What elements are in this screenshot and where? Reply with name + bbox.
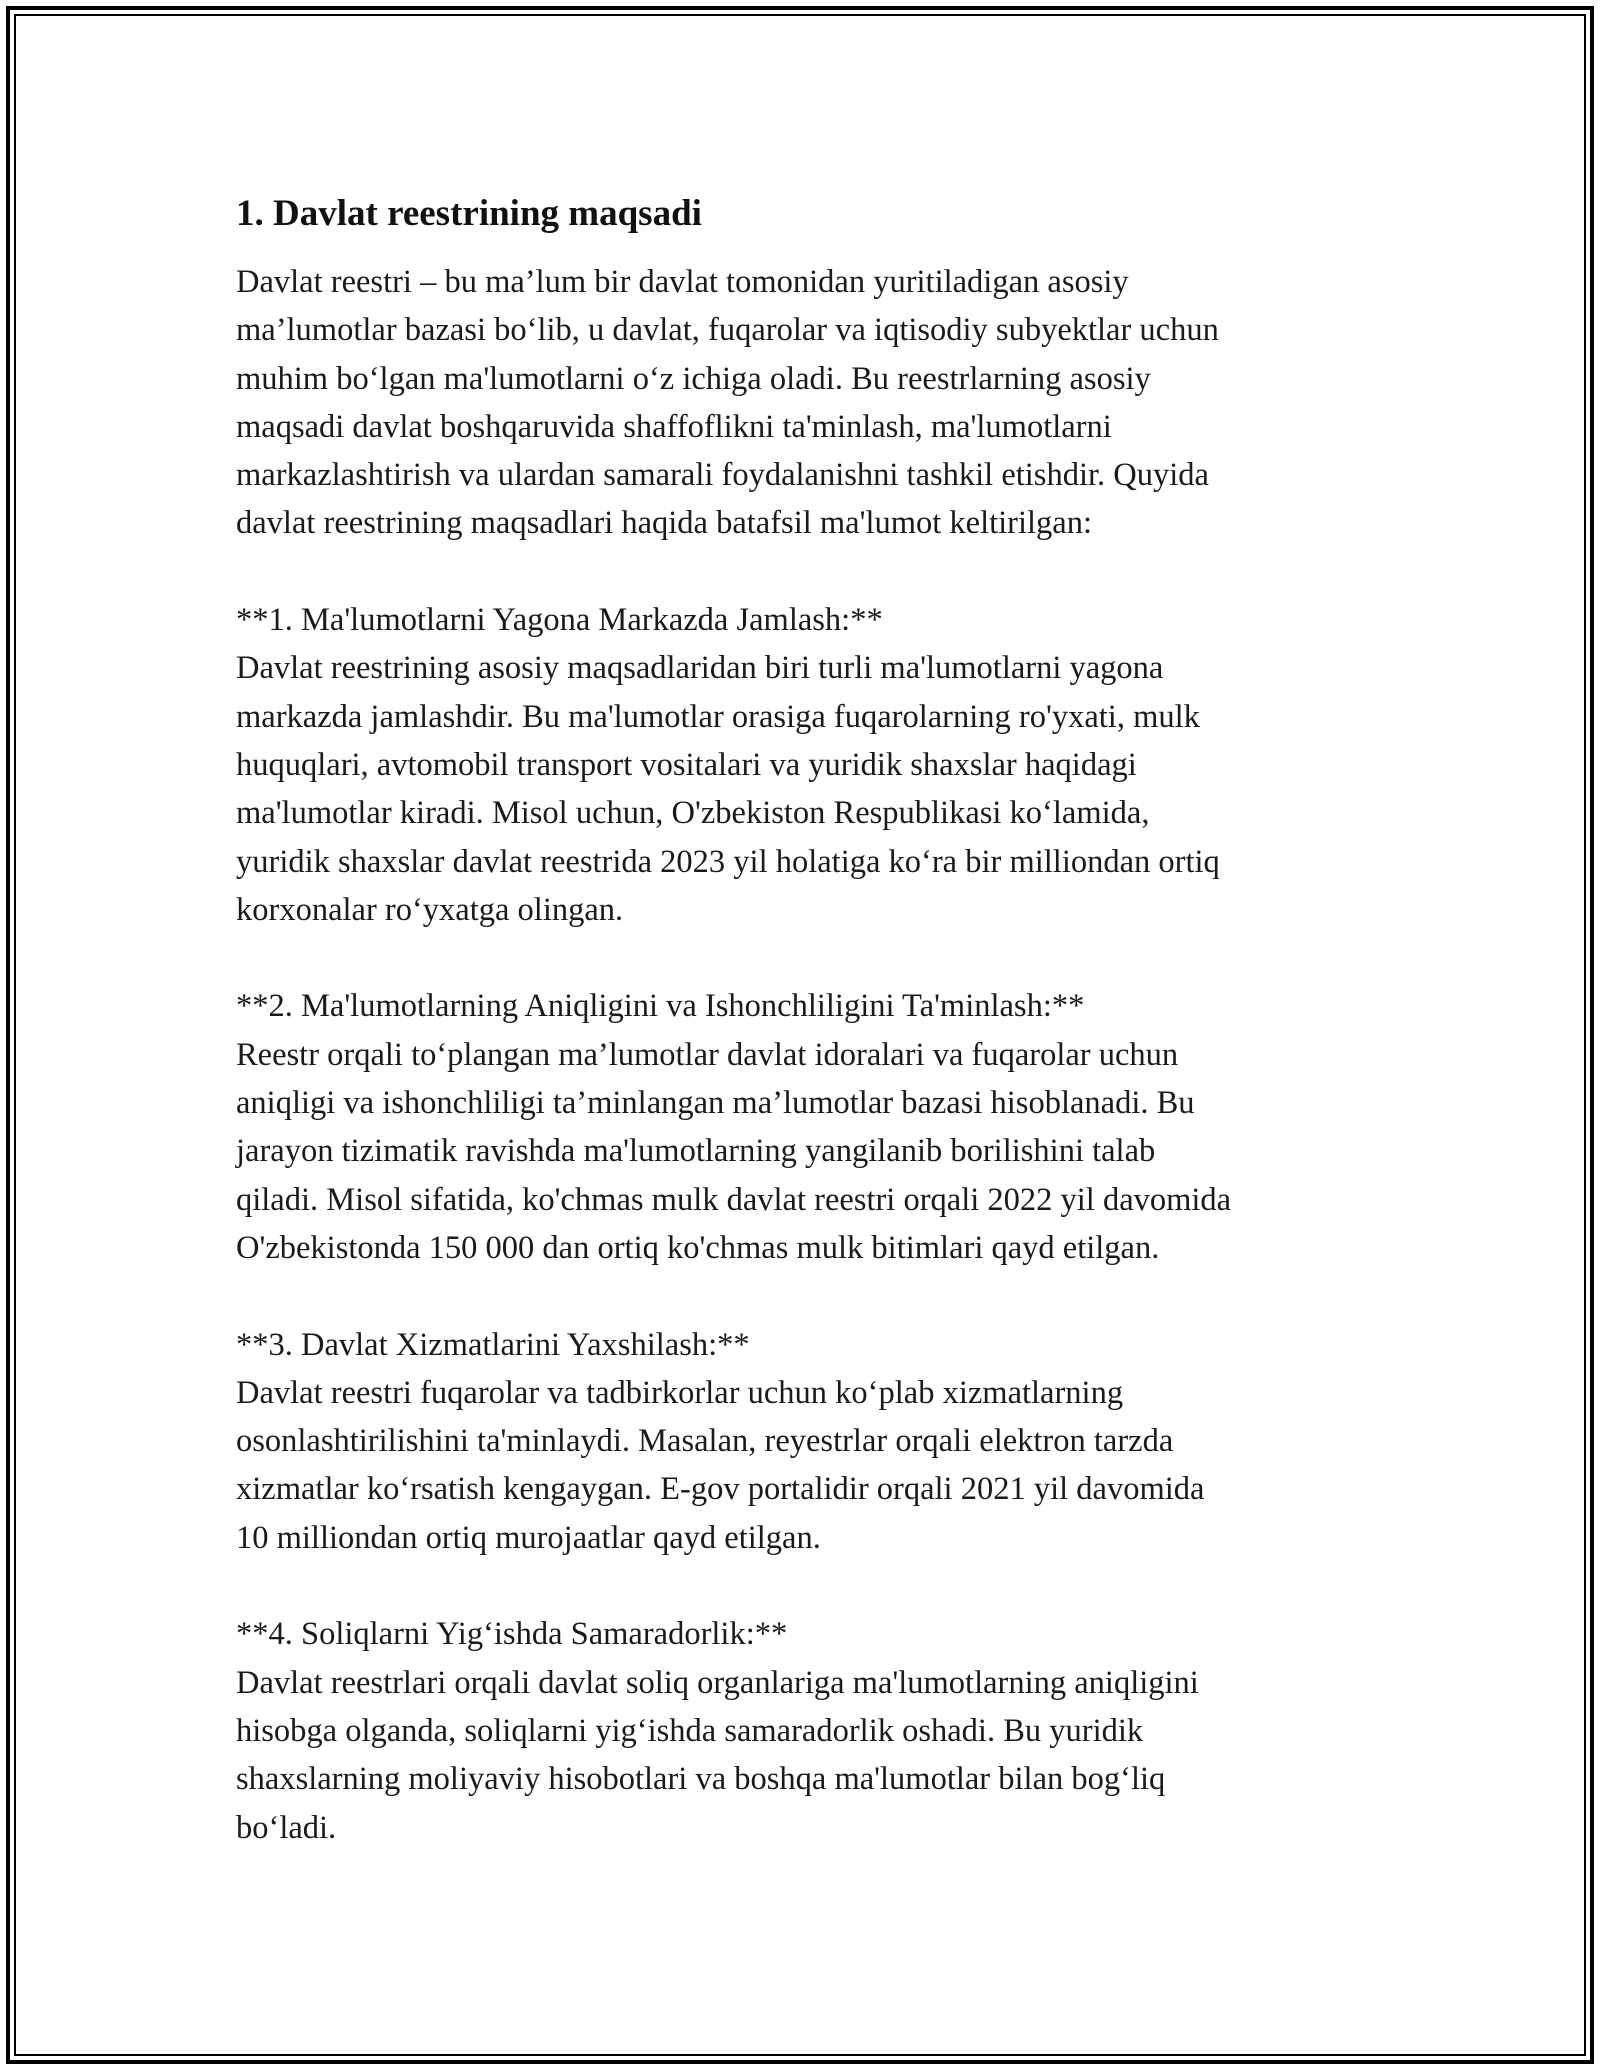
intro-paragraph: Davlat reestri – bu ma’lum bir davlat tomonidan yuritiladigan asosiy ma’lumotlar bazasi bo‘lib, u davlat, fuqarolar va iqtisodiy subyektlar uchun muhim bo‘lgan ma'lumotlarni o‘z ichiga oladi. Bu reestrlarning asosiy maqsadi davlat boshqaruvida shaffoflikni ta'minlash, ma'lumotlarni markazlashtirish va ulardan samarali foydalanishni tashkil etishdir. Quyida davlat reestrining maqsadlari haqida batafsil ma'lumot keltirilgan:	[236, 264, 1219, 542]
section-title: **4. Soliqlarni Yig‘ishda Samaradorlik:**	[236, 1616, 788, 1653]
section-title: **1. Ma'lumotlarni Yagona Markazda Jamlash:**	[236, 602, 883, 639]
section-2	[236, 982, 1366, 1272]
section-body: Davlat reestrlari orqali davlat soliq organlariga ma'lumotlarning aniqligini hisobga olganda, soliqlarni yig‘ishda samaradorlik oshadi. Bu yuridik shaxslarning moliyaviy hisobotlari va boshqa ma'lumotlar bilan bog‘liq bo‘ladi.	[236, 1664, 1199, 1846]
document-body	[236, 186, 1366, 1852]
section-body: Davlat reestri fuqarolar va tadbirkorlar uchun ko‘plab xizmatlarning osonlashtirilishini ta'minlaydi. Masalan, reyestrlar orqali elektron tarzda xizmatlar ko‘rsatish kengaygan. E-gov portalidir orqali 2021 yil davomida 10 milliondan ortiq murojaatlar qayd etilgan.	[236, 1374, 1205, 1556]
section-4	[236, 1610, 1366, 1851]
section-title: **3. Davlat Xizmatlarini Yaxshilash:**	[236, 1326, 750, 1363]
section-3	[236, 1321, 1366, 1562]
section-body: Reestr orqali to‘plangan ma’lumotlar davlat idoralari va fuqarolar uchun aniqligi va ishonchliligi ta’minlangan ma’lumotlar bazasi hisoblanadi. Bu jarayon tizimatik ravishda ma'lumotlarning yangilanib borilishini talab qiladi. Misol sifatida, ko'chmas mulk davlat reestri orqali 2022 yil davomida O'zbekistonda 150 000 dan ortiq ko'chmas mulk bitimlari qayd etilgan.	[236, 1036, 1232, 1266]
section-body: Davlat reestrining asosiy maqsadlaridan biri turli ma'lumotlarni yagona markazda jamlashdir. Bu ma'lumotlar orasiga fuqarolarning ro'yxati, mulk huquqlari, avtomobil transport vositalari va yuridik shaxslar haqidagi ma'lumotlar kiradi. Misol uchun, O'zbekiston Respublikasi ko‘lamida, yuridik shaxslar davlat reestrida 2023 yil holatiga ko‘ra bir milliondan ortiq korxonalar ro‘yxatga olingan.	[236, 650, 1220, 928]
section-title: **2. Ma'lumotlarning Aniqligini va Ishonchliligini Ta'minlash:**	[236, 988, 1085, 1025]
document-heading: 1. Davlat reestrining maqsadi	[236, 193, 702, 234]
section-1	[236, 596, 1366, 934]
